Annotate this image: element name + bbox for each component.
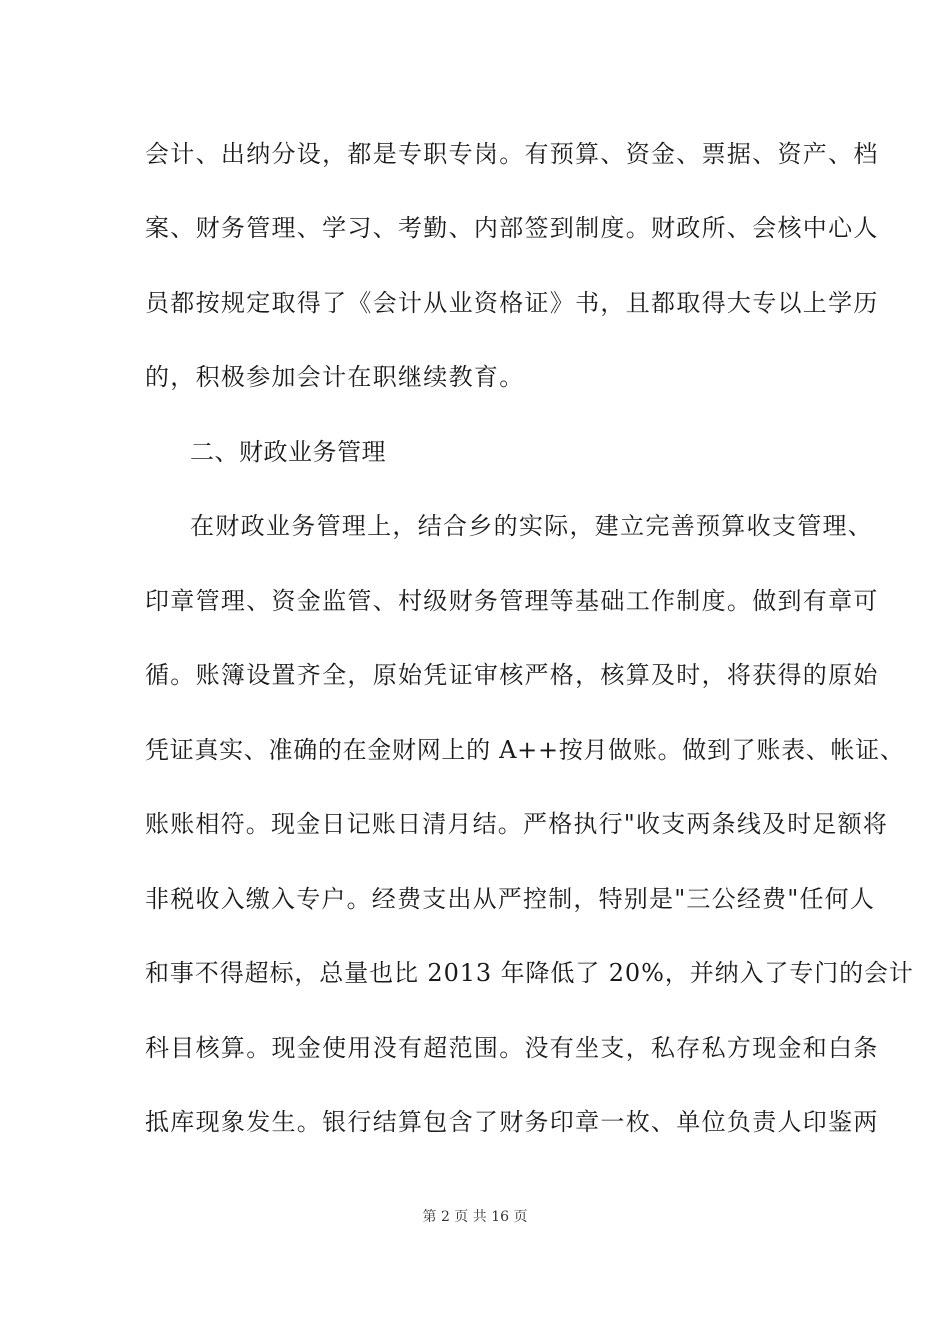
paragraph-line: 案、财务管理、学习、考勤、内部签到制度。财政所、会核中心人: [145, 214, 879, 242]
paragraph-line: 循。账簿设置齐全，原始凭证审核严格，核算及时，将获得的原始: [145, 661, 879, 689]
paragraph-line: 非税收入缴入专户。经费支出从严控制，特别是"三公经费"任何人: [145, 885, 876, 913]
section-heading: 二、财政业务管理: [190, 438, 386, 466]
paragraph-line: 的，积极参加会计在职继续教育。: [145, 363, 525, 391]
paragraph-line: 账账相符。现金日记账日清月结。严格执行"收支两条线及时足额将: [145, 810, 889, 838]
paragraph-line: 抵库现象发生。银行结算包含了财务印章一枚、单位负责人印鉴两: [145, 1108, 879, 1136]
paragraph-line: 印章管理、资金监管、村级财务管理等基础工作制度。做到有章可: [145, 587, 879, 615]
paragraph-line: 科目核算。现金使用没有超范围。没有坐支，私存私方现金和白条: [145, 1034, 879, 1062]
paragraph-line: 和事不得超标，总量也比 2013 年降低了 20%，并纳入了专门的会计: [145, 959, 914, 987]
paragraph-line: 员都按规定取得了《会计从业资格证》书，且都取得大专以上学历: [145, 289, 879, 317]
paragraph-line: 会计、出纳分设，都是专职专岗。有预算、资金、票据、资产、档: [145, 140, 879, 168]
paragraph-line: 在财政业务管理上，结合乡的实际，建立完善预算收支管理、: [190, 512, 874, 540]
paragraph-line: 凭证真实、准确的在金财网上的 A++按月做账。做到了账表、帐证、: [145, 736, 905, 764]
page-number-footer: 第 2 页 共 16 页: [422, 1209, 528, 1225]
